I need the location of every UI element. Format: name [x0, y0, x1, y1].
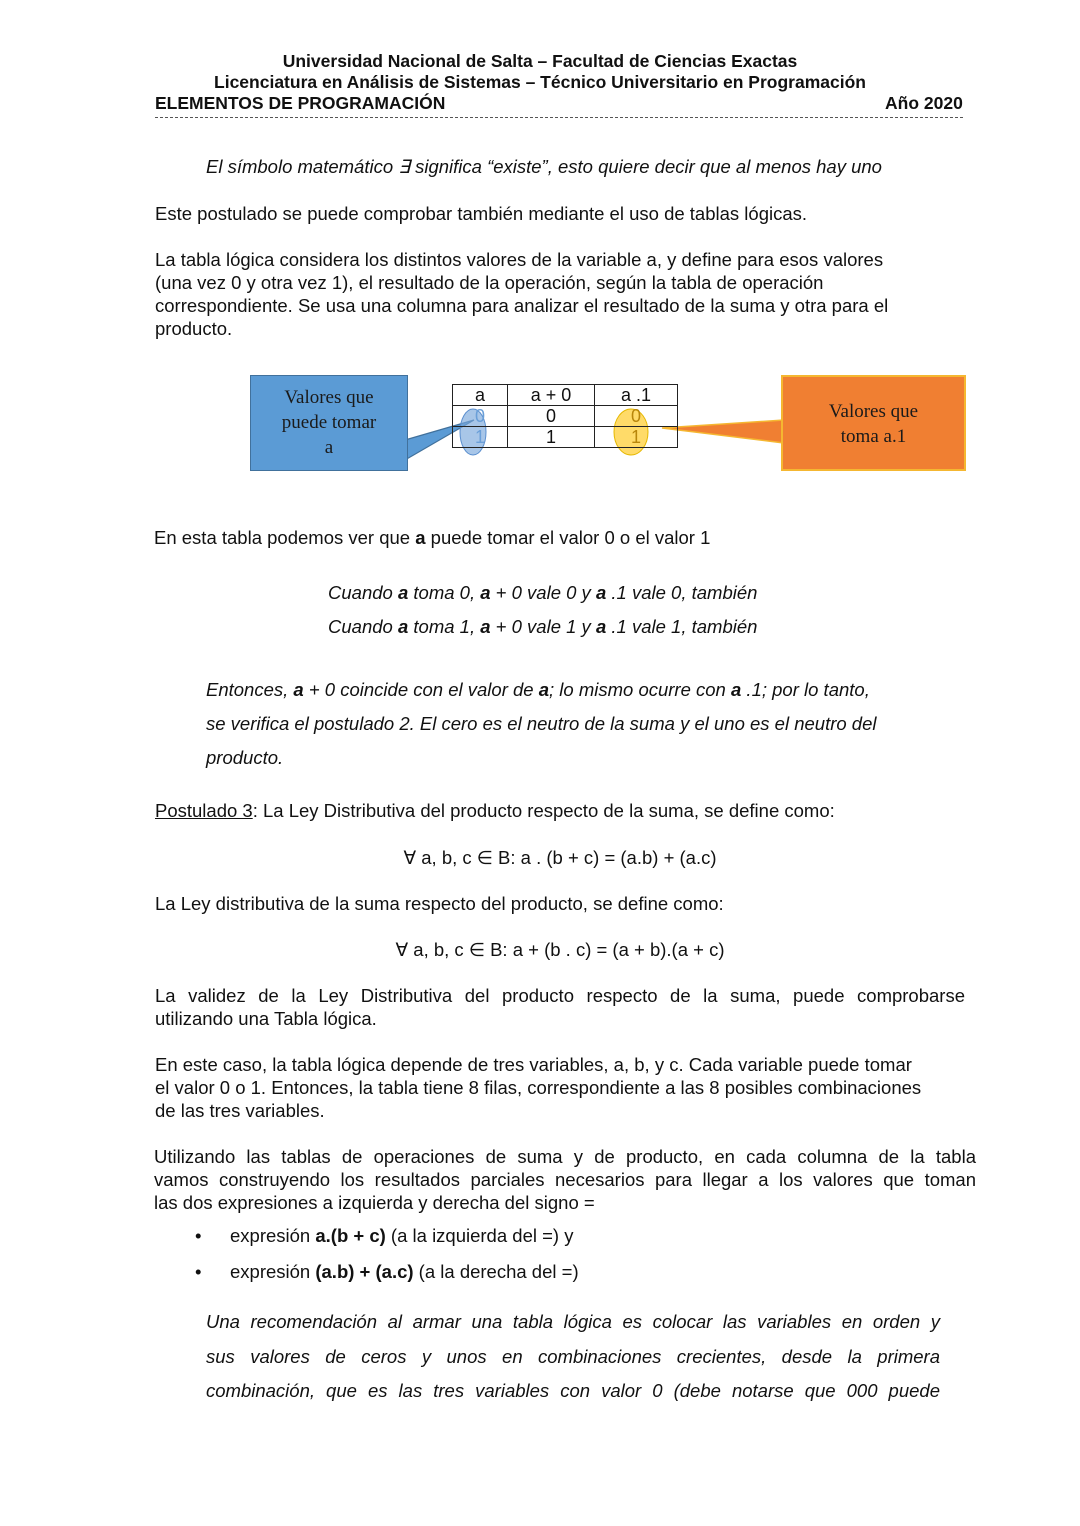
logic-table-small: [452, 384, 678, 448]
text-span: ; lo mismo ocurre con: [549, 679, 731, 700]
paragraph-line: [206, 673, 946, 707]
list-item: [195, 1259, 579, 1295]
variable-a: a: [595, 616, 607, 637]
table-header: a .1: [595, 385, 678, 406]
paragraph-line: producto.: [206, 747, 284, 768]
table-header: a + 0: [508, 385, 595, 406]
variable-a: a: [415, 527, 426, 548]
text-span: (a la izquierda del =) y: [385, 1225, 574, 1246]
paragraph-line: Una recomendación al armar una tabla lógica es colocar las variables en orden y: [206, 1311, 940, 1332]
paragraph-line: se verifica el postulado 2. El cero es el neutro de la suma y el uno es el neutro del: [206, 713, 877, 734]
cuando-line-1: [328, 616, 757, 638]
paragraph-ley-suma: La Ley distributiva de la suma respecto del producto, se define como:: [155, 893, 724, 914]
text-span: En esta tabla podemos ver que: [154, 527, 416, 548]
paragraph-postulado-3: [155, 799, 965, 822]
logic-table-diagram: [0, 0, 1080, 520]
cuando-line-0: [328, 582, 757, 604]
text-span: Entonces,: [206, 679, 294, 700]
text-span: .1; por lo tanto,: [741, 679, 870, 700]
table-cell: 0: [595, 406, 678, 427]
callout-right-pointer: [662, 420, 784, 443]
postulado-3-label: Postulado 3: [155, 800, 253, 821]
bullet-icon: •: [195, 1225, 202, 1246]
variable-a: a: [731, 679, 742, 700]
expression-bold: a.(b + c): [315, 1225, 386, 1246]
table-cell: 1: [453, 427, 508, 448]
header-career: Licenciatura en Análisis de Sistemas – Técnico Universitario en Programación: [214, 72, 866, 92]
list-item: [195, 1223, 579, 1259]
paragraph-line: sus valores de ceros y unos en combinaciones crecientes, desde la primera: [206, 1345, 940, 1367]
paragraph-line: Utilizando las tablas de operaciones de suma y de producto, en cada columna de la tabla: [154, 1146, 976, 1167]
text-span: (a la derecha del =): [413, 1261, 579, 1282]
text-span: puede tomar el valor 0 o el valor 1: [425, 527, 711, 548]
table-cell: 0: [508, 406, 595, 427]
text-span: + 0 vale 1 y: [490, 616, 596, 637]
text-span: + 0 vale 0 y: [490, 582, 596, 603]
paragraph-line: utilizando una Tabla lógica.: [155, 1008, 377, 1029]
paragraph-line: combinación, que es las tres variables con valor 0 (debe notarse que 000 puede: [206, 1380, 940, 1401]
text-span: + 0 coincide con el valor de: [303, 679, 539, 700]
callout-right: [781, 375, 966, 471]
table-cell: 0: [453, 406, 508, 427]
paragraph-en-este-caso: [155, 1053, 965, 1122]
paragraph-line: vamos construyendo los resultados parciales necesarios para llegar a los valores que toman: [154, 1169, 976, 1190]
text-span: Cuando: [328, 616, 398, 637]
paragraph-line: de las tres variables.: [155, 1100, 325, 1121]
paragraph-line: La validez de la Ley Distributiva del producto respecto de la suma, puede comprobarse: [155, 985, 965, 1006]
formula-distributiva-producto: ∀ a, b, c ∈ B: a . (b + c) = (a.b) + (a.c): [403, 847, 717, 868]
variable-a: a: [397, 582, 409, 603]
paragraph-postulado-tablas: Este postulado se puede comprobar también mediante el uso de tablas lógicas.: [155, 203, 808, 224]
header-university: Universidad Nacional de Salta – Facultad de Ciencias Exactas: [282, 51, 798, 71]
callout-left: [250, 375, 408, 471]
variable-a: a: [595, 582, 607, 603]
text-span: expresión: [230, 1225, 316, 1246]
paragraph-line: La tabla lógica considera los distintos valores de la variable a, y define para esos valores: [155, 249, 884, 270]
variable-a: a: [538, 679, 550, 700]
table-cell: 1: [595, 427, 678, 448]
paragraph-validez: [155, 984, 965, 1030]
paragraph-line: las dos expresiones a izquierda y derecha del signo =: [154, 1192, 595, 1213]
header-year: Año 2020: [885, 93, 963, 113]
paragraph-line: correspondiente. Se usa una columna para analizar el resultado de la suma y otra para el: [155, 295, 889, 316]
expression-bold: (a.b) + (a.c): [315, 1261, 414, 1282]
paragraph-line: En este caso, la tabla lógica depende de tres variables, a, b, y c. Cada variable puede tomar: [155, 1054, 912, 1075]
paragraph-entonces: [206, 673, 946, 775]
callout-right-line: toma a.1: [840, 426, 907, 447]
existe-note: El símbolo matemático ∃ significa “existe”, esto quiere decir que al menos hay uno: [206, 156, 882, 177]
text-span: expresión: [230, 1261, 316, 1282]
table-cell: 1: [508, 427, 595, 448]
callout-left-line: a: [324, 437, 334, 458]
text-span: toma 1,: [408, 616, 481, 637]
text-span: .1 vale 0, también: [606, 582, 758, 603]
header-course: ELEMENTOS DE PROGRAMACIÓN: [155, 93, 446, 113]
callout-left-line: puede tomar: [281, 412, 377, 433]
bullet-icon: •: [195, 1261, 202, 1282]
variable-a: a: [397, 616, 409, 637]
callout-left-line: Valores que: [284, 387, 374, 408]
text-span: : La Ley Distributiva del producto respecto de la suma, se define como:: [252, 800, 835, 821]
text-span: toma 0,: [408, 582, 481, 603]
paragraph-recomendacion: [206, 1305, 940, 1409]
variable-a: a: [480, 582, 491, 603]
table-header: a: [453, 385, 508, 406]
variable-a: a: [480, 616, 491, 637]
callout-right-line: Valores que: [828, 401, 919, 422]
paragraph-utilizando: [154, 1145, 976, 1214]
paragraph-line: producto.: [155, 318, 233, 339]
text-span: .1 vale 1, también: [606, 616, 758, 637]
paragraph-line: (una vez 0 y otra vez 1), el resultado de la operación, según la tabla de operación: [155, 272, 824, 293]
paragraph-en-esta-tabla: [154, 526, 964, 549]
text-span: Cuando: [328, 582, 398, 603]
paragraph-line: el valor 0 o 1. Entonces, la tabla tiene 8 filas, correspondiente a las 8 posibles combinaciones: [155, 1077, 922, 1098]
variable-a: a: [293, 679, 304, 700]
expression-list: [195, 1223, 579, 1295]
formula-distributiva-suma: ∀ a, b, c ∈ B: a + (b . c) = (a + b).(a + c): [395, 939, 725, 960]
